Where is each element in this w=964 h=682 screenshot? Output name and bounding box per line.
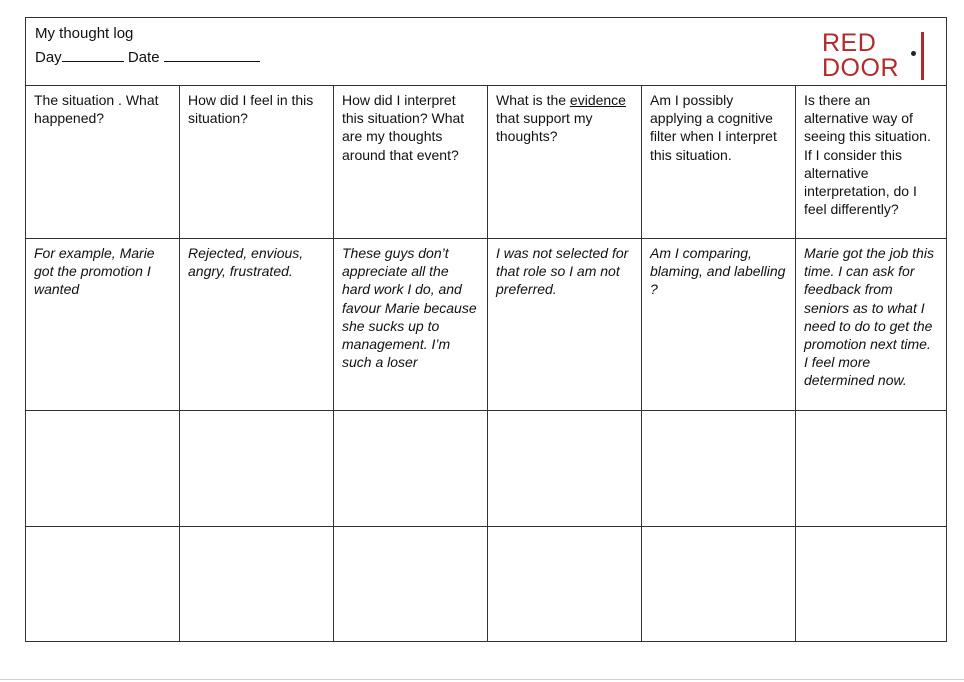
example-cell-interpretation: These guys don’t appreciate all the hard work I do, and favour Marie because she sucks up to management. I’m such a loser — [334, 239, 488, 411]
example-cell-situation: For example, Marie got the promotion I wanted — [26, 239, 180, 411]
example-cell-cognitive-filter: Am I comparing, blaming, and labelling ? — [642, 239, 796, 411]
red-door-logo — [822, 31, 932, 83]
evidence-text-after: that support my thoughts? — [496, 110, 593, 145]
example-cell-alternative: Marie got the job this time. I can ask for feedback from seniors as to what I need to do to get the promotion next time. I feel more determined now. — [796, 239, 946, 411]
day-date-line — [35, 47, 260, 67]
example-cell-evidence: I was not selected for that role so I am not preferred. — [488, 239, 642, 411]
logo-bar-icon — [921, 32, 924, 80]
day-label: Day — [35, 49, 62, 66]
empty-cell[interactable] — [180, 411, 334, 527]
empty-cell[interactable] — [796, 411, 946, 527]
empty-cell[interactable] — [488, 527, 642, 641]
column-header-feeling: How did I feel in this situation? — [180, 86, 334, 239]
empty-cell[interactable] — [334, 411, 488, 527]
column-header-situation: The situation . What happened? — [26, 86, 180, 239]
empty-cell[interactable] — [26, 411, 180, 527]
column-header-alternative: Is there an alternative way of seeing this situation. If I consider this alternative interpretation, do I feel differently? — [796, 86, 946, 239]
column-header-cognitive-filter: Am I possibly applying a cognitive filter when I interpret this situation. — [642, 86, 796, 239]
thought-log-sheet — [25, 17, 947, 642]
empty-cell[interactable] — [180, 527, 334, 641]
date-label: Date — [127, 49, 160, 66]
empty-cell[interactable] — [488, 411, 642, 527]
logo-dot-icon — [911, 51, 916, 56]
evidence-text-before: What is the — [496, 92, 570, 108]
thought-log-table — [26, 86, 946, 641]
header — [26, 18, 946, 86]
column-header-evidence — [488, 86, 642, 239]
example-cell-feeling: Rejected, envious, angry, frustrated. — [180, 239, 334, 411]
empty-cell[interactable] — [796, 527, 946, 641]
page-title: My thought log — [35, 25, 134, 42]
column-header-interpretation: How did I interpret this situation? What are my thoughts around that event? — [334, 86, 488, 239]
day-blank — [62, 47, 124, 62]
empty-cell[interactable] — [26, 527, 180, 641]
logo-word-red: RED — [822, 29, 877, 57]
empty-cell[interactable] — [642, 411, 796, 527]
empty-cell[interactable] — [334, 527, 488, 641]
empty-cell[interactable] — [642, 527, 796, 641]
page-bottom-divider — [0, 679, 964, 680]
logo-word-door: DOOR — [822, 54, 899, 82]
date-blank — [164, 47, 260, 62]
evidence-keyword: evidence — [569, 92, 626, 108]
